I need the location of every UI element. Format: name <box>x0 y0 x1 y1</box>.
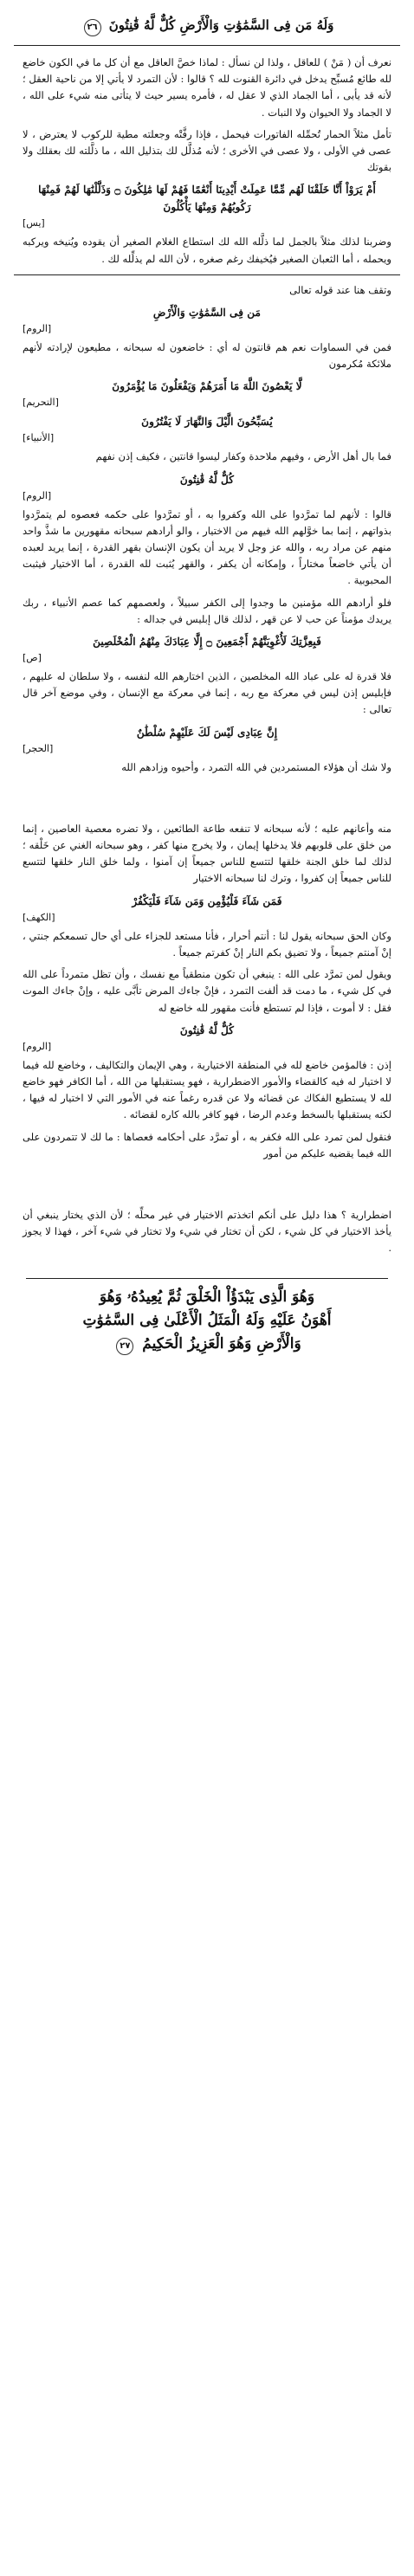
verse-reference: [الروم] <box>23 1040 52 1052</box>
paragraph: نعرف أن ( مَنْ ) للعاقل ، ولذا لن نسأل : لماذا خصَّ العاقل مع أن كل ما في الكون خاضع لله طائع مُسبِّح يدخل في دائرة القنوت لله ؟ قالوا : لأن التمرد لا يأتي إلا من ناحية العقل ؛ لأنه قد يأبى ، أما الجماد الذي لا عقل له ، فأمره يسير حيث لا يتأتى منه شيء على الله ، لا الجماد ولا الحيوان ولا النبات . <box>23 56 391 119</box>
verse-reference: [الروم] <box>23 323 52 335</box>
verse-reference: [الكهف] <box>23 911 55 923</box>
quran-verse: مَن فِى السَّمَٰوَٰتِ وَالْأَرْضِ <box>152 307 262 320</box>
paragraph: فنقول لمن تمرد على الله فكفر به ، أو تمرَّد على أحكامه فعصاها : ما لك لا تتمردون على الله فيما يقضيه عليكم من أمور <box>23 1130 391 1159</box>
verse-reference: [الأنبياء] <box>23 432 55 444</box>
page-header-verse <box>14 10 400 46</box>
paragraph: ويقول لمن تمرَّد على الله : ينبغي أن تكون منطقياً مع نفسك ، وأن تظل متمرداً على الله في كل شيء ، ما دمت قد ألفت التمرد ، فإنْ جاءك المرض تأبَّى عليه ، وإنْ جاءك الموت فقل : لا أموت ، فإذا لم تستطع فأنت مقهور لله خاضع له <box>23 968 391 1014</box>
quran-verse: لَّا يَعْصُونَ اللَّهَ مَا أَمَرَهُمْ وَيَفْعَلُونَ مَا يُؤْمَرُونَ <box>112 380 302 393</box>
paragraph: فمن في السماوات نعم هم قانتون له أي : خاضعون له سبحانه ، مطيعون لإرادته لأنهم ملائكة مُكرمون <box>23 341 391 371</box>
verse-reference: [ص] <box>23 652 42 664</box>
divider <box>14 274 400 275</box>
paragraph: وتقف هنا عند قوله تعالى <box>289 283 391 296</box>
closing-verse-block <box>26 1278 388 1365</box>
paragraph: تأمل مثلاً الحمار تُحمِّله الفاتورات فيحمل ، فإذا رفَّتْه وجعلته مطية للركوب لا يعترض ، لا عصى في الأولى ، ولا عصى في الأخرى ؛ لأنه مُذلَّل لك بتذليل الله ، ما ذلَّلته لك بعقلك ولا بقوتك <box>23 127 391 174</box>
quran-verse: فَبِعِزَّتِكَ لَأُغْوِيَنَّهُمْ أَجْمَعِينَ ۝ إِلَّا عِبَادَكَ مِنْهُمُ الْمُخْلَصِينَ <box>93 636 321 649</box>
verse-reference: [الروم] <box>23 489 52 501</box>
section-3 <box>0 821 414 1162</box>
paragraph: منه وأعانهم عليه ؛ لأنه سبحانه لا تنفعه طاعة الطائعين ، ولا تضره معصية العاصين ، إنما من خلق على قلوبهم فلا يدخلها إيمان ، ولا يخرج منها كفر ، وهو سبحانه الغني عن خَلْقه ؛ لذلك لما خلق الجنة خلقها لتتسع للناس جميعاً إن آمنوا ، ولما خلق النار خلقها لتتسع للناس جميعاً إن كفروا ، وترك لنا سبحانه الاختيار <box>23 822 391 885</box>
paragraph: إذن : فالمؤمن خاضع لله في المنطقة الاختيارية ، وهي الإيمان والتكاليف ، وخاضع لله فيما لا اختيار له فيه كالقضاء والأمور الاضطرارية ، فهو يستقبلها من الله ، أما الكافر فهو خاضع لله لا يستطيع الفكاك عن قضائه ولا عن قدره رغماً عنه في الأمور التي لا اختيار له فيها ، لكنه يستقبلها بالسخط وعدم الرضا ، فهو كافر بالله كاره لقضائه . <box>23 1058 391 1121</box>
quran-verse: كُلٌّ لَّهُ قَٰنِتُونَ <box>179 1023 235 1036</box>
paragraph: وضربنا لذلك مثلاً بالجمل لما ذلَّله الله لك استطاع الغلام الصغير أن يقوده ويُنيخه ويركبه ويحمله ، أما الثعبان الصغير فيُخيفك رغم صغره ، لأن الله لم يذلِّله لك . <box>23 236 391 265</box>
page-gap <box>0 781 414 821</box>
quran-verse: فَمَن شَآءَ فَلْيُؤْمِن وَمَن شَآءَ فَلْيَكْفُرْ <box>132 894 282 907</box>
closing-verse-line: وَالْأَرْضِ وَهُوَ الْعَزِيزُ الْحَكِيمُ <box>142 1334 301 1353</box>
verse-reference: [يس] <box>23 217 45 229</box>
closing-verse-line: أَهْوَنُ عَلَيْهِ وَلَهُ الْمَثَلُ الْأَعْلَىٰ فِى السَّمَٰوَٰتِ <box>82 1311 332 1329</box>
paragraph: وكان الحق سبحانه يقول لنا : أنتم أحرار ، فأنا مستعد للجزاء على أي حال تسمعكم جنتي ، إنْ آمنتم جميعاً ، ولا تضيق بكم النار إنْ كفرتم جميعاً . <box>23 929 391 959</box>
verse-number-badge: ٢٧ <box>116 1338 133 1355</box>
paragraph: ولا شك أن هؤلاء المستمردين في الله التمرد ، وأحيوه وزادهم الله <box>121 760 391 773</box>
quran-verse: إِنَّ عِبَادِى لَيْسَ لَكَ عَلَيْهِمْ سُلْطَٰنٌ <box>136 726 278 739</box>
verse-reference: [التحريم] <box>23 397 59 409</box>
section-4 <box>0 1207 414 1257</box>
section-1 <box>0 55 414 268</box>
header-verse-text: وَلَهُ مَن فِى السَّمَٰوَٰتِ وَالْأَرْضِ كُلٌّ لَّهُ قَٰنِتُونَ <box>108 17 334 33</box>
page <box>0 10 414 2576</box>
paragraph: فلو أرادهم الله مؤمنين ما وجدوا إلى الكفر سبيلاً ، ولعصمهم كما عصم الأنبياء ، ربك يريدك مؤمناً عن حب لا عن قهر ، لذلك قال إبليس في جداله : <box>23 596 391 625</box>
section-2 <box>0 282 414 776</box>
paragraph: فلا قدرة له على عباد الله المخلصين ، الذين اختارهم الله لنفسه ، ولا سلطان له عليهم ، فإبليس إذن ليس في معركة مع ربه ، إنما في معركة مع الإنسان ، وفي موضع آخر قال تعالى : <box>23 670 391 716</box>
verse-reference: [الحجر] <box>23 742 54 754</box>
verse-number-badge: ٢٦ <box>84 19 101 36</box>
quran-verse: يُسَبِّحُونَ الَّيْلَ وَالنَّهَارَ لَا يَفْتُرُونَ <box>141 416 273 429</box>
paragraph: اضطرارية ؟ هذا دليل على أنكم اتخذتم الاختيار في غير محلِّه ؛ لأن الذي يختار ينبغي أن يأخذ الاختيار في كل شيء ، لكن أن تختار في شيء ولا تختار في شيء آخر ، فهذا لا يجوز . <box>23 1208 391 1255</box>
paragraph: فما بال أهل الأرض ، وفيهم ملاحدة وكفار ليسوا قانتين ، فكيف إذن نفهم <box>95 450 391 463</box>
quran-verse: أَمْ يَرَوْاْ أَنَّا خَلَقْنَا لَهُم مِّمَّا عَمِلَتْ أَيْدِينَا أَنْعَٰمًا فَهُمْ لَهَا مَٰلِكُونَ ۝ وَذَلَّلْنَٰهَا لَهُمْ فَمِنْهَا رَكُوبُهُمْ وَمِنْهَا يَأْكُلُونَ <box>38 184 376 214</box>
closing-verse-line: وَهُوَ الَّذِى يَبْدَؤُاْ الْخَلْقَ ثُمَّ يُعِيدُهُۥ وَهُوَ <box>99 1288 315 1306</box>
quran-verse: كُلٌّ لَّهُ قَٰنِتُونَ <box>179 473 235 486</box>
page-gap <box>0 1167 414 1207</box>
paragraph: قالوا : لأنهم لما تمرَّدوا على الله وكفروا به ، أو تمرَّدوا على حكمه فعصوه لم يتمرَّدوا بذواتهم ، إنما بما خوَّلهم الله فيهم من الاختيار ، والو أرادهم سبحانه مقهورين ما شذَّ واحد منهم عن مراد ربه ، والله عز وجل لا يريد أن يكون الإنسان بقهر القدرة ، إنما يريد لعبده أن يأتي خاضعاً مختاراً ، وإمكانه أن يكفر ، والقهر يُثبت لله القدرة ، أما الاختيار فيثبت المحبوبية . <box>23 507 391 587</box>
